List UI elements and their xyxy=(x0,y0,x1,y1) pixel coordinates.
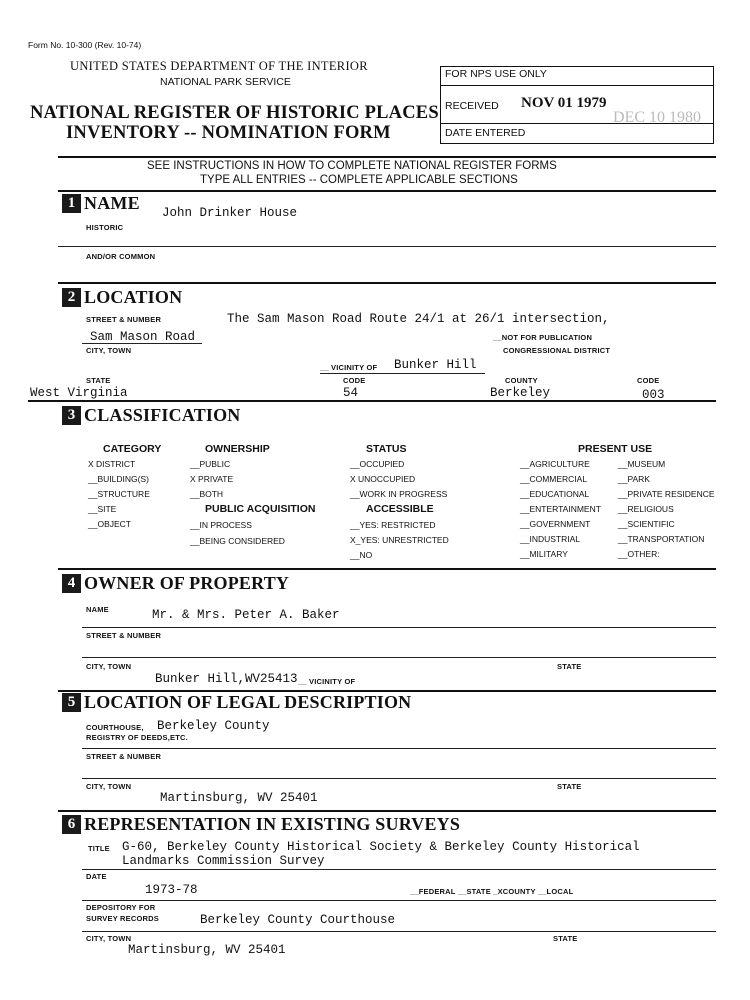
depository-value: Berkeley County Courthouse xyxy=(200,913,396,927)
divider xyxy=(82,657,716,658)
section-heading: CLASSIFICATION xyxy=(84,405,241,425)
owner-state-label: STATE xyxy=(557,662,582,671)
historic-label: HISTORIC xyxy=(86,223,124,232)
county-code-value: 003 xyxy=(642,388,665,402)
owner-vicinity-label: __ VICINITY OF xyxy=(298,677,356,686)
historic-name-value: John Drinker House xyxy=(162,206,298,220)
divider xyxy=(58,568,716,570)
section-number-badge: 3 xyxy=(62,406,81,425)
classification-option: __SCIENTIFIC xyxy=(618,519,675,529)
divider xyxy=(58,810,716,812)
classification-option: __BOTH xyxy=(190,489,224,499)
city-label: CITY, TOWN xyxy=(86,346,132,355)
registry-label: REGISTRY OF DEEDS,ETC. xyxy=(86,733,188,742)
survey-title-value: G-60, Berkeley County Historical Society & Berkeley County Historical xyxy=(122,840,640,854)
divider xyxy=(82,931,716,932)
divider xyxy=(82,900,716,901)
classification-option: __INDUSTRIAL xyxy=(520,534,580,544)
code-label: CODE xyxy=(343,376,366,385)
service-name: NATIONAL PARK SERVICE xyxy=(160,76,291,88)
owner-city-label: CITY, TOWN xyxy=(86,662,132,671)
state-code-value: 54 xyxy=(343,386,359,400)
section-number-badge: 2 xyxy=(62,288,81,307)
divider xyxy=(28,400,716,402)
section-heading: LOCATION xyxy=(84,287,183,307)
classification-option: X DISTRICT xyxy=(88,459,136,469)
category-header: CATEGORY xyxy=(103,443,162,455)
classification-option: __RELIGIOUS xyxy=(618,504,674,514)
vicinity-label: __ VICINITY OF xyxy=(320,363,378,372)
survey-city-value: Martinsburg, WV 25401 xyxy=(128,943,286,957)
section-number-badge: 6 xyxy=(62,815,81,834)
legal-city-value: Martinsburg, WV 25401 xyxy=(160,791,318,805)
classification-option: __YES: RESTRICTED xyxy=(350,520,436,530)
owner-city-value: Bunker Hill,WV25413 xyxy=(155,672,298,686)
survey-date-value: 1973-78 xyxy=(145,883,198,897)
classification-option: __PARK xyxy=(618,474,650,484)
owner-name-value: Mr. & Mrs. Peter A. Baker xyxy=(152,608,340,622)
classification-option: __BUILDING(S) xyxy=(88,474,149,484)
classification-option: __WORK IN PROGRESS xyxy=(350,489,448,499)
vicinity-value: Bunker Hill xyxy=(394,358,477,372)
legal-street-label: STREET & NUMBER xyxy=(86,752,162,761)
classification-option: __STRUCTURE xyxy=(88,489,150,499)
nps-box-label: FOR NPS USE ONLY xyxy=(445,68,547,80)
divider xyxy=(58,282,716,284)
divider xyxy=(58,156,716,158)
county-value: Berkeley xyxy=(490,386,551,400)
county-label: COUNTY xyxy=(505,376,538,385)
classification-option: __PUBLIC xyxy=(190,459,231,469)
section-heading: OWNER OF PROPERTY xyxy=(84,573,290,593)
state-value: West Virginia xyxy=(30,386,128,400)
form-title-line1: NATIONAL REGISTER OF HISTORIC PLACES xyxy=(30,103,439,123)
survey-title-label: TITLE xyxy=(88,844,110,853)
section-heading: REPRESENTATION IN EXISTING SURVEYS xyxy=(84,814,461,834)
form-title-line2: INVENTORY -- NOMINATION FORM xyxy=(66,123,391,143)
legal-state-label: STATE xyxy=(557,782,582,791)
classification-option: __MUSEUM xyxy=(618,459,666,469)
survey-title-value-cont: Landmarks Commission Survey xyxy=(122,854,325,868)
public-acquisition-header: PUBLIC ACQUISITION xyxy=(205,503,316,515)
classification-option: X PRIVATE xyxy=(190,474,234,484)
divider xyxy=(320,373,485,374)
street-value-cont: Sam Mason Road xyxy=(90,330,196,344)
common-label: AND/OR COMMON xyxy=(86,252,156,261)
instructions-line1: SEE INSTRUCTIONS IN HOW TO COMPLETE NATIONAL REGISTER FORMS xyxy=(147,160,557,172)
classification-option: __IN PROCESS xyxy=(190,520,252,530)
classification-option: __COMMERCIAL xyxy=(520,474,588,484)
county-code-label: CODE xyxy=(637,376,660,385)
survey-levels: __FEDERAL __STATE _XCOUNTY __LOCAL xyxy=(410,887,574,896)
section-heading: NAME xyxy=(84,193,140,213)
classification-option: __AGRICULTURE xyxy=(520,459,590,469)
courthouse-value: Berkeley County xyxy=(157,719,270,733)
classification-option: __BEING CONSIDERED xyxy=(190,536,285,546)
divider xyxy=(82,343,202,344)
department-name: UNITED STATES DEPARTMENT OF THE INTERIOR xyxy=(70,59,368,73)
congressional-district-label: CONGRESSIONAL DISTRICT xyxy=(503,346,611,355)
divider xyxy=(82,627,716,628)
date-entered-stamp: DEC 10 1980 xyxy=(613,109,701,126)
section-number-badge: 5 xyxy=(62,693,81,712)
owner-street-label: STREET & NUMBER xyxy=(86,631,162,640)
received-stamp: NOV 01 1979 xyxy=(521,95,607,111)
classification-option: X UNOCCUPIED xyxy=(350,474,416,484)
legal-city-label: CITY, TOWN xyxy=(86,782,132,791)
nps-use-box xyxy=(440,66,714,144)
survey-date-label: DATE xyxy=(86,872,107,881)
classification-option: __SITE xyxy=(88,504,117,514)
depository-label-2: SURVEY RECORDS xyxy=(86,914,159,923)
divider xyxy=(58,246,716,247)
section-number-badge: 4 xyxy=(62,574,81,593)
divider xyxy=(58,190,716,192)
classification-option: __TRANSPORTATION xyxy=(618,534,705,544)
depository-label-1: DEPOSITORY FOR xyxy=(86,903,156,912)
form-number: Form No. 10-300 (Rev. 10-74) xyxy=(28,40,142,50)
street-label: STREET & NUMBER xyxy=(86,315,162,324)
divider xyxy=(82,778,716,779)
classification-option: __OBJECT xyxy=(88,519,131,529)
classification-option: __EDUCATIONAL xyxy=(520,489,590,499)
ownership-header: OWNERSHIP xyxy=(205,443,270,455)
owner-name-label: NAME xyxy=(86,605,109,614)
classification-option: __GOVERNMENT xyxy=(520,519,591,529)
classification-option: __OCCUPIED xyxy=(350,459,405,469)
section-heading: LOCATION OF LEGAL DESCRIPTION xyxy=(84,692,412,712)
classification-option: X_YES: UNRESTRICTED xyxy=(350,535,449,545)
present-use-header: PRESENT USE xyxy=(578,443,653,455)
date-entered-label: DATE ENTERED xyxy=(445,127,526,139)
classification-option: __ENTERTAINMENT xyxy=(520,504,601,514)
classification-option: __NO xyxy=(350,550,373,560)
not-for-publication: __NOT FOR PUBLICATION xyxy=(493,333,593,342)
courthouse-label: COURTHOUSE, xyxy=(86,723,144,732)
street-value: The Sam Mason Road Route 24/1 at 26/1 intersection, xyxy=(227,312,610,326)
received-label: RECEIVED xyxy=(445,100,499,112)
survey-state-label: STATE xyxy=(553,934,578,943)
accessible-header: ACCESSIBLE xyxy=(366,503,434,515)
instructions-line2: TYPE ALL ENTRIES -- COMPLETE APPLICABLE SECTIONS xyxy=(200,174,518,186)
classification-option: __OTHER: xyxy=(618,549,660,559)
survey-city-label: CITY, TOWN xyxy=(86,934,132,943)
status-header: STATUS xyxy=(366,443,407,455)
classification-option: __MILITARY xyxy=(520,549,568,559)
state-label: STATE xyxy=(86,376,111,385)
divider xyxy=(82,748,716,749)
divider xyxy=(82,869,716,870)
classification-option: __PRIVATE RESIDENCE xyxy=(618,489,715,499)
section-number-badge: 1 xyxy=(62,194,81,213)
